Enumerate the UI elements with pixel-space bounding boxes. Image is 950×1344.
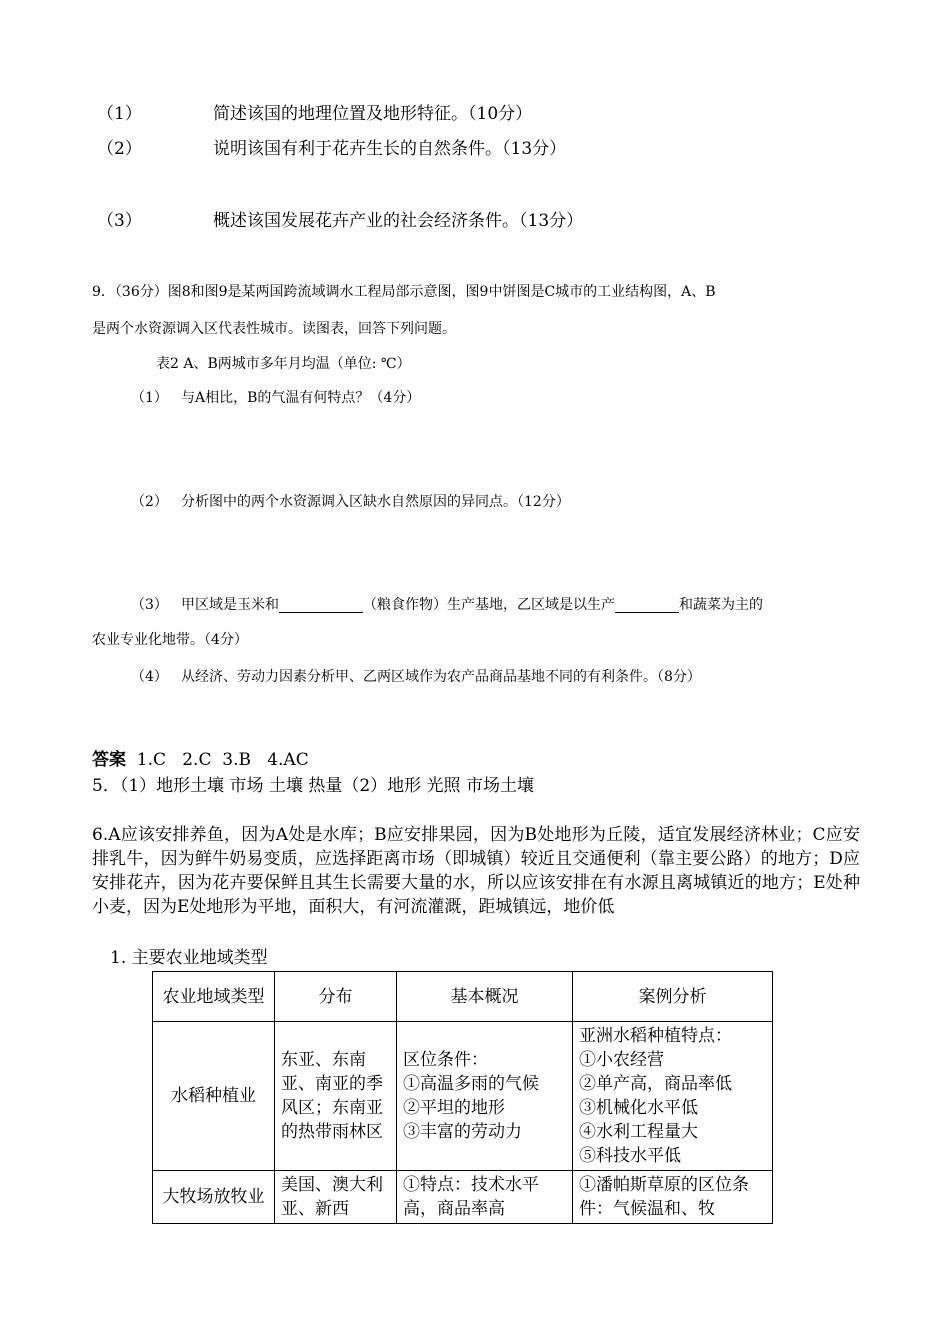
answers-line1 — [92, 752, 309, 769]
answers-mc: 1.C 2.C 3.B 4.AC — [126, 750, 309, 770]
cell-distribution: 美国、澳大利亚、新西 — [275, 1171, 397, 1224]
q9-sub3-line2: 农业专业化地带。（4分） — [92, 632, 248, 648]
q9-sub3-number: （3） — [131, 597, 168, 613]
q8-sub2-text: 说明该国有利于花卉生长的自然条件。（13分） — [213, 139, 567, 159]
q9-sub3 — [131, 598, 861, 616]
q8-sub2-number: （2） — [97, 139, 142, 159]
q9-table-caption: 表2 A、B两城市多年月均温（单位: ℃） — [156, 356, 411, 372]
overview-line: ③丰富的劳动力 — [403, 1122, 522, 1142]
answers-label: 答案 — [92, 750, 126, 770]
q9-sub1-number: （1） — [131, 390, 168, 406]
q9-sub3-part-b: （粮食作物）生产基地，乙区域是以生产 — [363, 597, 615, 613]
case-line: ④水利工程量大 — [579, 1122, 698, 1142]
q9-sub4-text: 从经济、劳动力因素分析甲、乙两区域作为农产品商品基地不同的有利条件。（8分） — [181, 669, 701, 685]
agriculture-type-table — [152, 971, 773, 1224]
q9-sub4-number: （4） — [131, 669, 168, 685]
overview-line: ②平坦的地形 — [403, 1098, 505, 1118]
cell-type: 水稻种植业 — [153, 1022, 275, 1171]
q9-sub2 — [131, 495, 731, 513]
fill-blank-1 — [279, 598, 363, 613]
overview-line: 区位条件： — [403, 1050, 488, 1070]
q8-sub1-text: 简述该国的地理位置及地形特征。（10分） — [213, 104, 533, 124]
q9-sub1 — [131, 391, 731, 409]
table-row-rice — [153, 1022, 773, 1171]
case-line: ③机械化水平低 — [579, 1098, 698, 1118]
header-type: 农业地域类型 — [153, 972, 275, 1022]
q8-sub3 — [97, 213, 697, 233]
table-row-ranching — [153, 1171, 773, 1224]
cell-overview: ①特点：技术水平高，商品率高 — [397, 1171, 573, 1224]
q9-sub2-number: （2） — [131, 494, 168, 510]
q8-sub3-number: （3） — [97, 211, 142, 231]
cell-overview — [397, 1022, 573, 1171]
q9-sub3-part-c: 和蔬菜为主的 — [679, 597, 763, 613]
q8-sub3-text: 概述该国发展花卉产业的社会经济条件。（13分） — [213, 211, 584, 231]
header-overview: 基本概况 — [397, 972, 573, 1022]
q9-sub2-text: 分析图中的两个水资源调入区缺水自然原因的异同点。（12分） — [181, 494, 570, 510]
list-title: 1. 主要农业地域类型 — [110, 948, 268, 968]
q9-intro-line1: 9．（36分）图8和图9是某两国跨流域调水工程局部示意图，图9中饼图是C城市的工业结构图，A、B — [92, 284, 716, 300]
q8-sub2 — [97, 141, 697, 161]
q9-sub4 — [131, 670, 851, 688]
answer-6-paragraph: 6.A应该安排养鱼，因为A处是水库；B应安排果园，因为B处地形为丘陵，适宜发展经济林业；C应安排乳牛，因为鲜牛奶易变质，应选择距离市场（即城镇）较近且交通便利（靠主要公路）的地方；D应安排花卉，因为花卉要保鲜且其生长需要大量的水，所以应该安排在有水源且离城镇近的地方；E处种小麦，因为E处地形为平地，面积大，有河流灌溉，距城镇远，地价低 — [92, 825, 860, 917]
cell-cases — [573, 1022, 773, 1171]
case-line: 亚洲水稻种植特点： — [579, 1026, 732, 1046]
case-line: ①小农经营 — [579, 1050, 664, 1070]
q9-sub1-text: 与A相比，B的气温有何特点？（4分） — [181, 390, 421, 406]
q8-sub1-number: （1） — [97, 104, 142, 124]
q8-sub1 — [97, 106, 697, 126]
case-line: ⑤科技水平低 — [579, 1146, 681, 1166]
header-cases: 案例分析 — [573, 972, 773, 1022]
q9-sub3-text — [181, 598, 763, 613]
cell-cases: ①潘帕斯草原的区位条件：气候温和、牧 — [573, 1171, 773, 1224]
overview-line: ①高温多雨的气候 — [403, 1074, 539, 1094]
cell-type: 大牧场放牧业 — [153, 1171, 275, 1224]
q9-intro-line2: 是两个水资源调入区代表性城市。读图表，回答下列问题。 — [92, 321, 456, 337]
q9-sub3-part-a: 甲区域是玉米和 — [181, 597, 279, 613]
table-header-row — [153, 972, 773, 1022]
fill-blank-2 — [615, 598, 679, 613]
header-distribution: 分布 — [275, 972, 397, 1022]
answers-line2: 5．（1）地形土壤 市场 土壤 热量（2）地形 光照 市场土壤 — [92, 776, 534, 796]
cell-distribution: 东亚、东南亚、南亚的季风区；东南亚的热带雨林区 — [275, 1022, 397, 1171]
case-line: ②单产高，商品率低 — [579, 1074, 732, 1094]
